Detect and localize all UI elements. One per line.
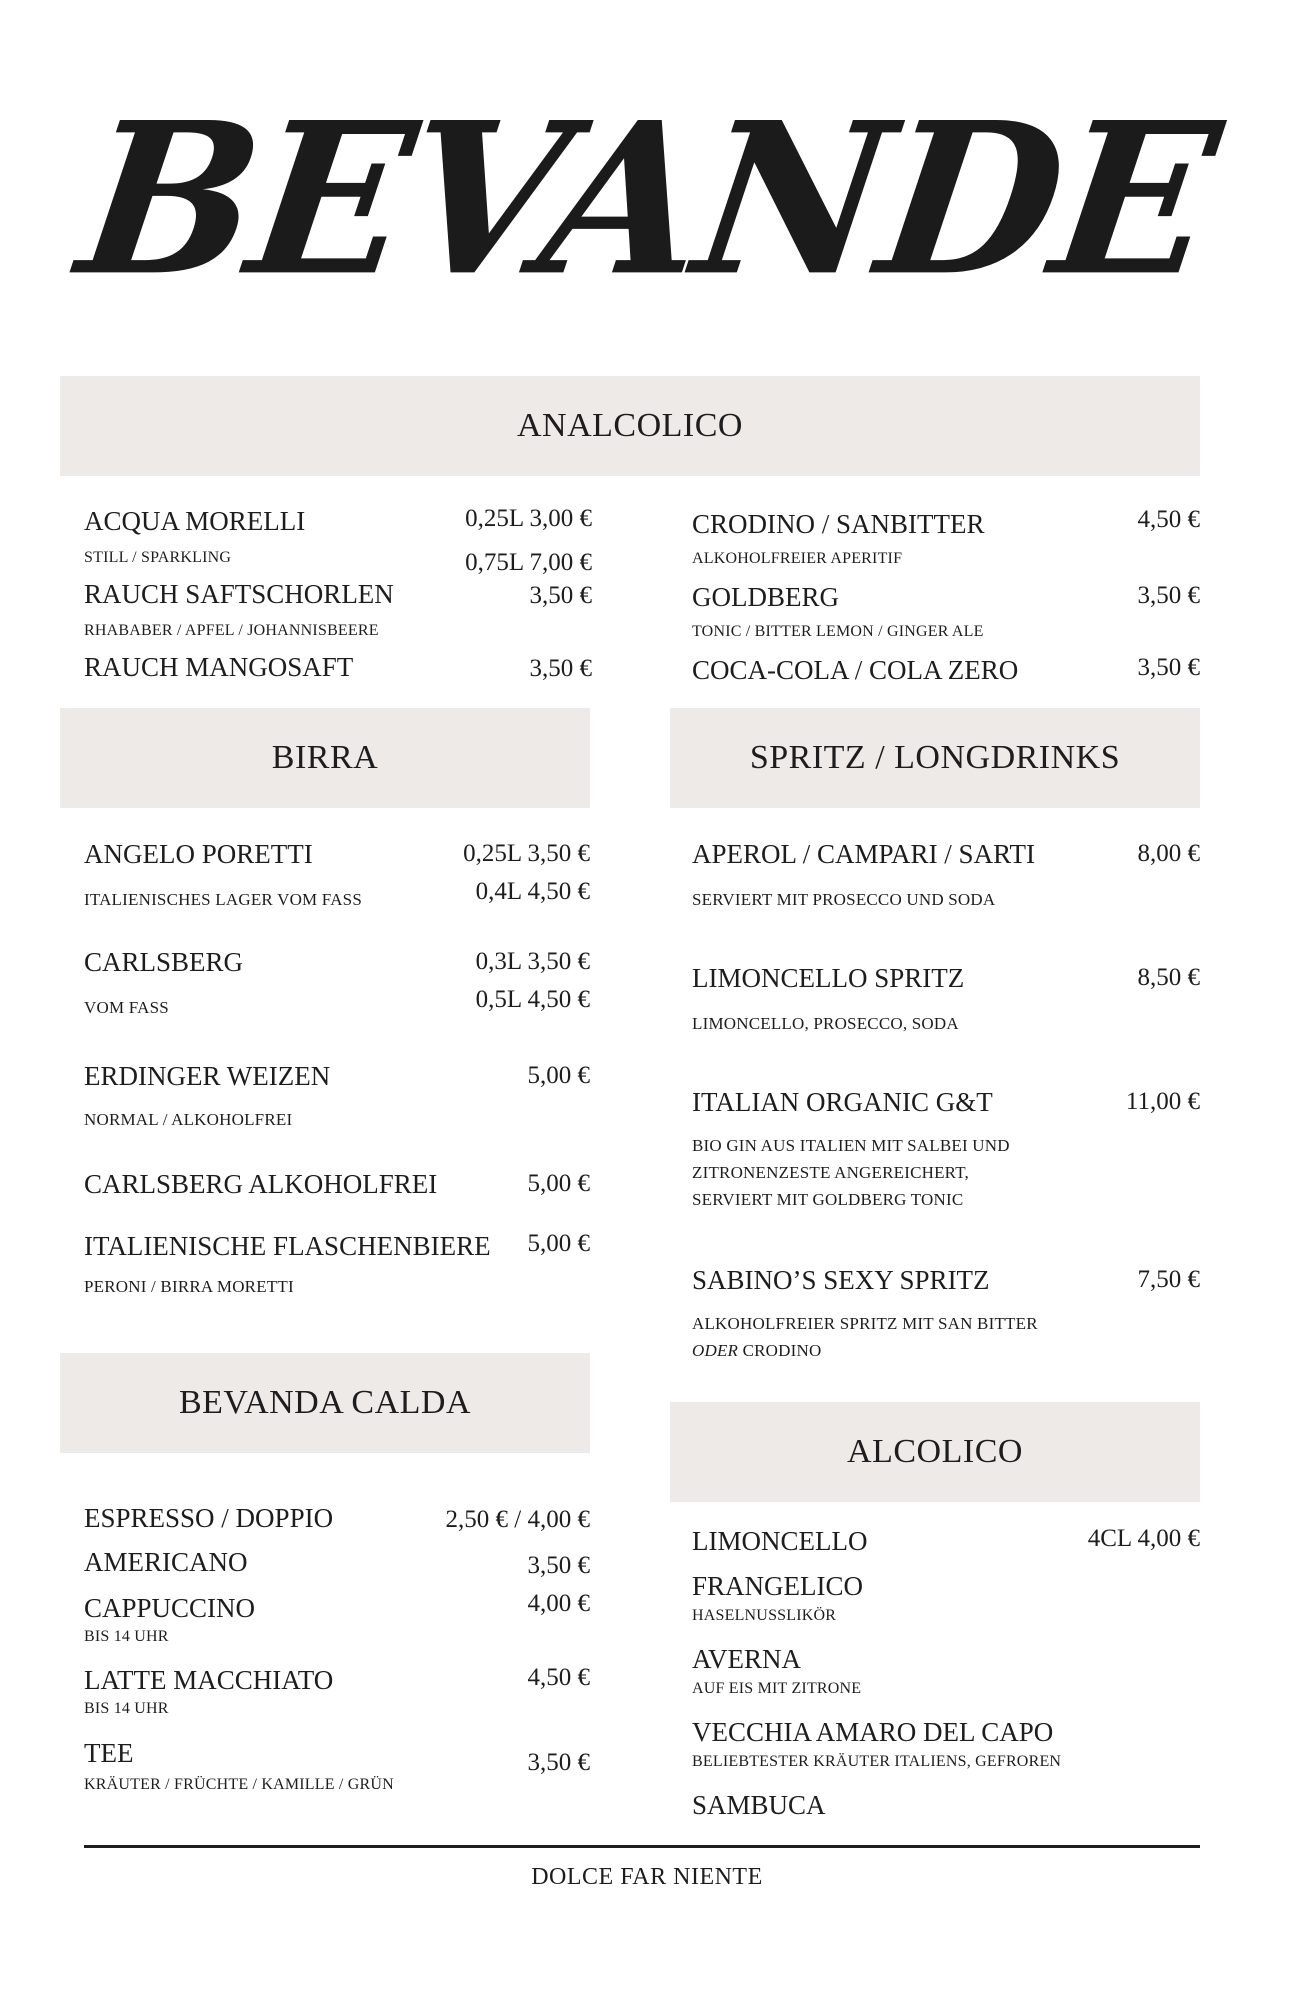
section-heading-birra: BIRRA — [60, 708, 590, 808]
item-name: LIMONCELLO — [692, 1526, 868, 1556]
item-description: HASELNUSSLIKÖR — [692, 1607, 837, 1624]
item-name: ACQUA MORELLI — [84, 506, 306, 536]
item-price: 3,50 € — [1137, 582, 1200, 609]
item-price: 4,50 € — [1137, 506, 1200, 533]
item-price: 0,75L 7,00 € — [465, 549, 592, 576]
section-heading-analcolico: ANALCOLICO — [60, 376, 1200, 476]
analcolico-right-column — [692, 505, 1200, 695]
item-name: SAMBUCA — [692, 1790, 826, 1820]
item-price: 5,00 € — [527, 1230, 590, 1257]
item-price: 5,00 € — [527, 1170, 590, 1197]
item-price: 8,50 € — [1137, 964, 1200, 991]
item-name: APEROL / CAMPARI / SARTI — [692, 839, 1035, 869]
item-price: 3,50 € — [529, 655, 592, 682]
item-description: STILL / SPARKLING — [84, 549, 232, 566]
item-description: PERONI / BIRRA MORETTI — [84, 1277, 294, 1296]
item-name: AVERNA — [692, 1644, 802, 1674]
item-description: AUF EIS MIT ZITRONE — [692, 1680, 862, 1697]
item-description-rest: CRODINO — [738, 1341, 822, 1360]
calda-column — [84, 1502, 590, 1812]
footer-divider — [84, 1845, 1200, 1848]
item-price: 4,00 € — [527, 1590, 590, 1617]
item-description: VOM FASS — [84, 998, 169, 1017]
menu-title: BEVANDE — [67, 77, 1227, 323]
item-price: 0,25L 3,00 € — [465, 505, 592, 532]
item-name: LIMONCELLO SPRITZ — [692, 963, 965, 993]
item-price: 5,00 € — [527, 1062, 590, 1089]
item-name: ESPRESSO / DOPPIO — [84, 1503, 334, 1533]
item-name: COCA-COLA / COLA ZERO — [692, 655, 1019, 685]
item-description: BIS 14 UHR — [84, 1628, 169, 1645]
section-heading-calda: BEVANDA CALDA — [60, 1353, 590, 1453]
item-description: ALKOHOLFREIER SPRITZ MIT SAN BITTER — [692, 1314, 1038, 1333]
item-name: CARLSBERG ALKOHOLFREI — [84, 1169, 438, 1199]
item-price: 0,5L 4,50 € — [475, 986, 590, 1013]
item-description: SERVIERT MIT PROSECCO UND SODA — [692, 890, 996, 909]
item-description — [692, 1338, 821, 1364]
footer-text: DOLCE FAR NIENTE — [531, 1864, 763, 1890]
item-name: ANGELO PORETTI — [84, 839, 313, 869]
item-name: SABINO’S SEXY SPRITZ — [692, 1265, 990, 1295]
alcolico-column — [692, 1525, 1200, 1825]
item-name: RAUCH MANGOSAFT — [84, 652, 354, 682]
item-price: 0,25L 3,50 € — [463, 840, 590, 867]
item-description: BIS 14 UHR — [84, 1700, 169, 1717]
item-price: 3,50 € — [527, 1552, 590, 1579]
item-name: GOLDBERG — [692, 582, 839, 612]
item-name: RAUCH SAFTSCHORLEN — [84, 579, 394, 609]
item-price: 7,50 € — [1137, 1266, 1200, 1293]
item-price: 0,4L 4,50 € — [475, 878, 590, 905]
item-description: NORMAL / ALKOHOLFREI — [84, 1110, 293, 1129]
item-price: 3,50 € — [527, 1749, 590, 1776]
item-description: RHABABER / APFEL / JOHANNISBEERE — [84, 622, 379, 639]
item-name: CARLSBERG — [84, 947, 244, 977]
item-name: ERDINGER WEIZEN — [84, 1061, 331, 1091]
item-name: LATTE MACCHIATO — [84, 1665, 334, 1695]
item-description: TONIC / BITTER LEMON / GINGER ALE — [692, 623, 984, 640]
item-name: CAPPUCCINO — [84, 1593, 256, 1623]
section-heading-spritz: SPRITZ / LONGDRINKS — [670, 708, 1200, 808]
item-name: CRODINO / SANBITTER — [692, 509, 985, 539]
item-price: 4CL 4,00 € — [1087, 1525, 1200, 1552]
birra-column — [84, 838, 590, 1308]
item-name: TEE — [84, 1738, 134, 1768]
item-name: ITALIENISCHE FLASCHENBIERE — [84, 1231, 491, 1261]
item-price: 11,00 € — [1125, 1088, 1200, 1115]
item-price: 4,50 € — [527, 1664, 590, 1691]
item-price: 3,50 € — [1137, 654, 1200, 681]
item-name: ITALIAN ORGANIC G&T — [692, 1087, 993, 1117]
item-description: ITALIENISCHES LAGER VOM FASS — [84, 890, 362, 909]
item-description-emphasis: ODER — [692, 1341, 739, 1360]
item-price: 0,3L 3,50 € — [475, 948, 590, 975]
item-price: 2,50 € / 4,00 € — [445, 1506, 590, 1533]
item-price: 8,00 € — [1137, 840, 1200, 867]
item-description: LIMONCELLO, PROSECCO, SODA — [692, 1014, 959, 1033]
section-heading-alcolico: ALCOLICO — [670, 1402, 1200, 1502]
spritz-column — [692, 838, 1200, 1378]
item-name: FRANGELICO — [692, 1571, 864, 1601]
item-price: 3,50 € — [529, 582, 592, 609]
item-description: KRÄUTER / FRÜCHTE / KAMILLE / GRÜN — [84, 1776, 394, 1793]
analcolico-left-column — [84, 505, 592, 695]
item-name: VECCHIA AMARO DEL CAPO — [692, 1717, 1054, 1747]
item-description: BELIEBTESTER KRÄUTER ITALIENS, GEFROREN — [692, 1753, 1062, 1770]
item-name: AMERICANO — [84, 1547, 248, 1577]
item-description: ALKOHOLFREIER APERITIF — [692, 550, 903, 567]
item-description: ZITRONENZESTE ANGEREICHERT, — [692, 1163, 969, 1182]
item-description: SERVIERT MIT GOLDBERG TONIC — [692, 1190, 964, 1209]
item-description: BIO GIN AUS ITALIEN MIT SALBEI UND — [692, 1136, 1010, 1155]
